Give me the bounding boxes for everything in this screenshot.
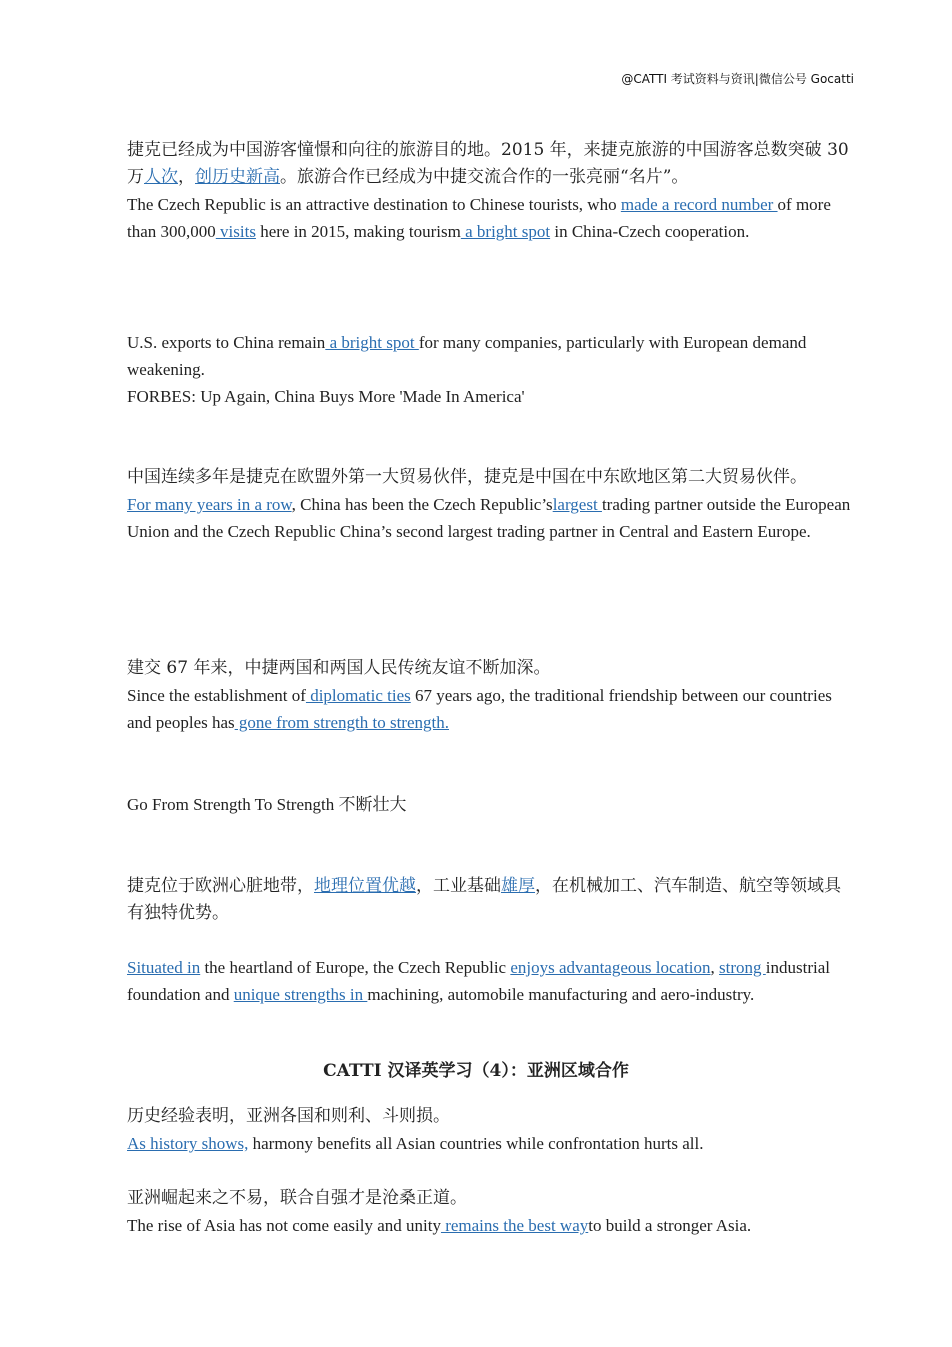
english-text: Situated in the heartland of Europe, the Czech Republic enjoys advantageous location, strong industrial foundation and unique strengths in machining, automobile manufacturing and aero-industry. bbox=[127, 958, 830, 1004]
passage-diplomatic-ties bbox=[127, 655, 857, 736]
link-strong[interactable]: strong bbox=[719, 958, 766, 977]
passage-history-shows bbox=[127, 1103, 857, 1157]
english-text: Since the establishment of diplomatic ties 67 years ago, the traditional friendship between our countries and peoples has gone from strength to strength. bbox=[127, 686, 832, 732]
link-diplomatic-ties[interactable]: diplomatic ties bbox=[305, 686, 411, 705]
english-text: U.S. exports to China remain a bright spot for many companies, particularly with European demand weakening. bbox=[127, 333, 807, 379]
source-line: FORBES: Up Again, China Buys More 'Made In America' bbox=[127, 387, 525, 406]
phrase-text: Go From Strength To Strength 不断壮大 bbox=[127, 795, 407, 814]
link-gone-from-strength-to-strength[interactable]: gone from strength to strength. bbox=[234, 713, 449, 732]
passage-us-exports bbox=[127, 329, 857, 410]
link-as-history-shows[interactable]: As history shows, bbox=[127, 1134, 249, 1153]
english-text: The rise of Asia has not come easily and unity remains the best wayto build a stronger Asia. bbox=[127, 1216, 752, 1235]
passage-czech-tourism bbox=[127, 137, 857, 245]
section-title: CATTI 汉译英学习（4）：亚洲区域合作 bbox=[323, 1061, 629, 1081]
chinese-text: 捷克已经成为中国游客憧憬和向往的旅游目的地。2015 年，来捷克旅游的中国游客总数突破 30 万人次，创历史新高。旅游合作已经成为中捷交流合作的一张亮丽“名片”。 bbox=[127, 140, 849, 187]
link-renci[interactable]: 人次 bbox=[144, 167, 178, 187]
link-made-a-record-number[interactable]: made a record number bbox=[620, 195, 778, 214]
link-record-high[interactable]: 创历史新高 bbox=[195, 167, 280, 187]
link-xionghou[interactable]: 雄厚 bbox=[501, 876, 535, 896]
english-text: For many years in a row, China has been the Czech Republic’slargest trading partner outside the European Union and the Czech Republic China’s second largest trading partner in Central and Eastern Europe. bbox=[127, 495, 851, 541]
english-text: The Czech Republic is an attractive destination to Chinese tourists, who made a record number of more than 300,000 visits here in 2015, making tourism a bright spot in China-Czech cooperation. bbox=[127, 195, 831, 241]
page-header: @CATTI 考试资料与资讯|微信公号 Gocatti bbox=[621, 72, 854, 86]
link-remains-the-best-way[interactable]: remains the best way bbox=[440, 1216, 589, 1235]
link-situated-in[interactable]: Situated in bbox=[127, 958, 201, 977]
chinese-text: 建交 67 年来，中捷两国和两国人民传统友谊不断加深。 bbox=[127, 658, 551, 678]
link-a-bright-spot[interactable]: a bright spot bbox=[325, 333, 419, 352]
chinese-text: 捷克位于欧洲心脏地带，地理位置优越，工业基础雄厚，在机械加工、汽车制造、航空等领域具有独特优势。 bbox=[127, 876, 841, 923]
passage-rise-of-asia bbox=[127, 1185, 857, 1239]
link-enjoys-advantageous-location[interactable]: enjoys advantageous location bbox=[510, 958, 711, 977]
english-text: As history shows, harmony benefits all Asian countries while confrontation hurts all. bbox=[127, 1134, 704, 1153]
passage-czech-location bbox=[127, 873, 857, 1008]
link-for-many-years-in-a-row[interactable]: For many years in a row bbox=[127, 495, 292, 514]
passage-trade-partner bbox=[127, 464, 857, 545]
chinese-text: 历史经验表明，亚洲各国和则利、斗则损。 bbox=[127, 1106, 450, 1126]
link-unique-strengths-in[interactable]: unique strengths in bbox=[233, 985, 368, 1004]
link-largest[interactable]: largest bbox=[552, 495, 602, 514]
link-geographic-location[interactable]: 地理位置优越 bbox=[314, 876, 416, 896]
chinese-text: 中国连续多年是捷克在欧盟外第一大贸易伙伴，捷克是中国在中东欧地区第二大贸易伙伴。 bbox=[127, 467, 807, 487]
chinese-text: 亚洲崛起来之不易，联合自强才是沧桑正道。 bbox=[127, 1188, 467, 1208]
link-a-bright-spot[interactable]: a bright spot bbox=[460, 222, 551, 241]
phrase-note bbox=[127, 791, 857, 818]
link-visits[interactable]: visits bbox=[215, 222, 256, 241]
